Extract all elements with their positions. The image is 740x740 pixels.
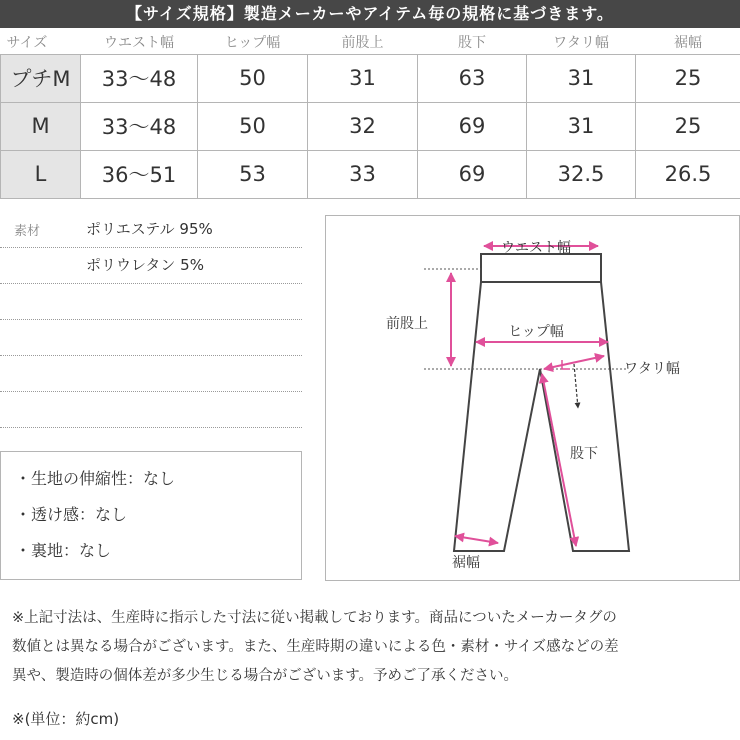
header-hip: ヒップ幅 (224, 34, 281, 51)
table-cell: 50 (198, 102, 308, 150)
table-cell: 31 (527, 54, 636, 102)
size-table (0, 30, 740, 199)
sheerness-property: ・透け感：なし (15, 505, 128, 524)
header-size: サイズ (6, 34, 48, 51)
waist-label: ウエスト幅 (501, 240, 571, 256)
empty-row (0, 356, 302, 392)
disclaimer-notes (12, 604, 734, 691)
stretch-property: ・生地の伸縮性：なし (15, 469, 176, 488)
header-front-rise: 前股上 (341, 34, 384, 51)
table-cell: 63 (418, 54, 527, 102)
header-thigh: ワタリ幅 (553, 34, 609, 51)
thigh-label: ワタリ幅 (624, 361, 680, 377)
fabric-properties-box (0, 451, 302, 580)
lining-property: ・裏地：なし (15, 541, 112, 560)
table-cell: 33～48 (81, 102, 198, 150)
material-value: ポリウレタン 5% (86, 256, 204, 274)
table-cell: 50 (198, 54, 308, 102)
size-label: L (1, 150, 81, 198)
header-waist: ウエスト幅 (104, 34, 174, 51)
table-cell: 69 (418, 150, 527, 198)
table-cell: 69 (418, 102, 527, 150)
table-cell: 33 (308, 150, 418, 198)
note-line: 異や、製造時の個体差が多少生じる場合がございます。予めご了承ください。 (12, 668, 519, 684)
thigh-pointer-arrow (574, 364, 578, 408)
pants-outline (454, 254, 629, 551)
empty-row (0, 320, 302, 356)
hem-arrow (455, 536, 498, 543)
thigh-arrow (544, 356, 604, 369)
empty-row (0, 392, 302, 428)
material-value: ポリエステル 95% (86, 220, 213, 238)
header-hem: 裾幅 (674, 34, 702, 51)
table-header-row (1, 30, 740, 54)
material-label: 素材 (14, 224, 41, 239)
unit-note: ※(単位：約cm) (12, 710, 120, 728)
front-rise-label: 前股上 (386, 316, 428, 332)
hip-label: ヒップ幅 (508, 324, 564, 340)
size-spec-banner: 【サイズ規格】製造メーカーやアイテム毎の規格に基づきます。 (0, 0, 740, 28)
table-cell: 36～51 (81, 150, 198, 198)
note-line: 数値とは異なる場合がございます。また、生産時期の違いによる色・素材・サイズ感などの差 (12, 639, 619, 655)
waistband-shape (481, 254, 601, 282)
empty-row (0, 284, 302, 320)
size-label: プチM (1, 54, 81, 102)
pants-diagram-svg (326, 216, 740, 582)
table-row (1, 54, 740, 102)
material-list (0, 212, 302, 428)
table-cell: 25 (636, 54, 740, 102)
table-cell: 31 (308, 54, 418, 102)
material-row (0, 212, 302, 248)
size-label: M (1, 102, 81, 150)
table-cell: 31 (527, 102, 636, 150)
table-row (1, 150, 740, 198)
note-line: ※上記寸法は、生産時に指示した寸法に従い掲載しております。商品についたメーカータグの (12, 610, 617, 626)
measurement-diagram (325, 215, 740, 581)
table-cell: 32.5 (527, 150, 636, 198)
leg-shape (454, 282, 629, 551)
table-cell: 25 (636, 102, 740, 150)
hem-label: 裾幅 (452, 555, 480, 571)
table-cell: 32 (308, 102, 418, 150)
inseam-label: 股下 (570, 446, 598, 462)
header-inseam: 股下 (458, 34, 486, 51)
table-cell: 53 (198, 150, 308, 198)
table-cell: 26.5 (636, 150, 740, 198)
material-row (0, 248, 302, 284)
table-cell: 33～48 (81, 54, 198, 102)
table-row (1, 102, 740, 150)
